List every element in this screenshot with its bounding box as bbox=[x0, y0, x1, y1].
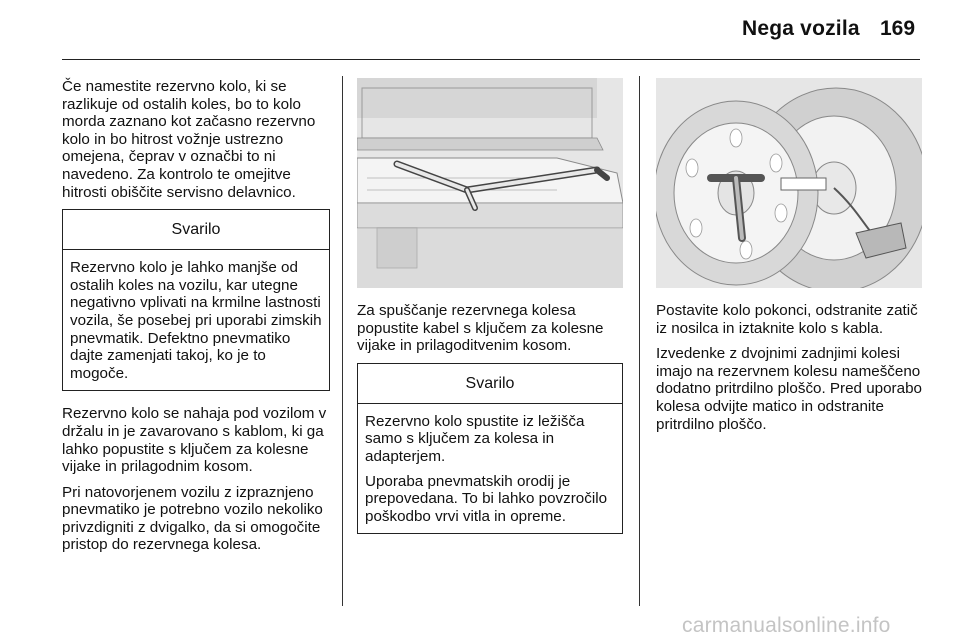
page-header bbox=[0, 0, 960, 60]
warning-box bbox=[357, 363, 623, 535]
paragraph: Pri natovorjenem vozilu z izpraznjeno pnevmatiko je potrebno vozilo nekoliko privzdigniti z dvigalko, da si omogočite pristop do rezervnega kolesa. bbox=[62, 483, 323, 554]
paragraph: Rezervno kolo se nahaja pod vozilom v držalu in je zavarovano s kablom, ki ga lahko popustite s ključem za kolesne vijake in prilagodnim kosom. bbox=[62, 405, 327, 476]
warning-title: Svarilo bbox=[63, 210, 329, 250]
warning-body bbox=[63, 250, 329, 390]
warning-body bbox=[358, 404, 622, 534]
page-title: Nega vozila bbox=[742, 17, 860, 40]
figure-spare-wheel-illustration bbox=[656, 78, 922, 288]
warning-title: Svarilo bbox=[358, 364, 622, 404]
column-1 bbox=[62, 78, 330, 562]
paragraph: Postavite kolo pokonci, odstranite zatič iz nosilca in iztaknite kolo s kabla. bbox=[656, 302, 918, 337]
warning-text: Rezervno kolo spustite iz ležišča samo s ključem za kolesa in adapterjem. bbox=[365, 412, 585, 465]
wrench-illustration bbox=[357, 78, 623, 288]
column-divider bbox=[342, 76, 343, 606]
warning-text: Rezervno kolo je lahko manjše od ostalih koles na vozilu, kar utegne negativno vplivati na krmilne lastnosti vozila, še posebej pri uporabi zimskih pnevmatik. Defektno pnevmatiko dajte zamenjati takoj, ko je to mogoče. bbox=[70, 259, 322, 382]
watermark: carmanualsonline.info bbox=[682, 614, 891, 637]
figure-wrench-illustration bbox=[357, 78, 623, 288]
column-divider bbox=[639, 76, 640, 606]
spare-wheel-illustration bbox=[656, 78, 922, 288]
warning-text: Uporaba pnevmatskih orodij je prepovedana. To bi lahko povzročilo poškodbo vrvi vitla in opreme. bbox=[365, 472, 608, 525]
warning-box bbox=[62, 209, 330, 391]
intro-paragraph: Če namestite rezervno kolo, ki se razlikuje od ostalih koles, bo to kolo morda zaznano kot začasno rezervno kolo in bo hitrost vožnje ustrezno omejena, čeprav v označbi to ni navedeno. Za kontrolo te omejitve hitrosti obiščite servisno delavnico. bbox=[62, 78, 316, 201]
column-3 bbox=[656, 78, 922, 441]
paragraph: Izvedenke z dvojnimi zadnjimi kolesi imajo na rezervnem kolesu nameščeno dodatno pritrdilno ploščo. Pred uporabo kolesa odvijte matico in odstranite pritrdilno ploščo. bbox=[656, 345, 922, 433]
figure-caption: Za spuščanje rezervnega kolesa popustite kabel s ključem za kolesne vijake in prilagoditvenim kosom. bbox=[357, 302, 604, 355]
header-rule bbox=[62, 59, 920, 60]
page-number: 169 bbox=[880, 17, 916, 40]
column-2 bbox=[357, 78, 623, 548]
